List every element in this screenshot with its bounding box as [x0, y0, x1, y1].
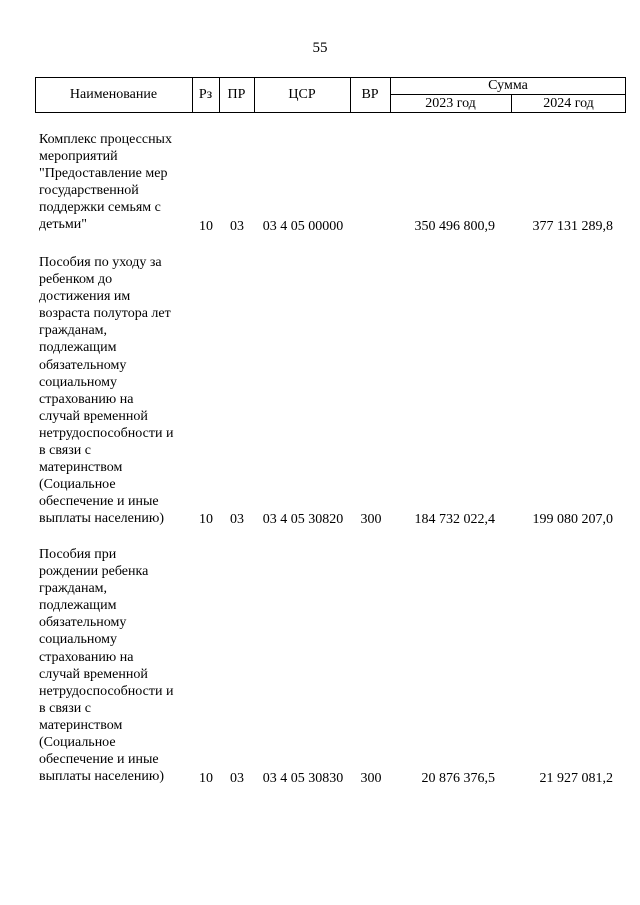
header-name: Наименование [69, 87, 158, 102]
header-csr: ЦСР [288, 87, 316, 102]
row-sum-2023: 350 496 800,9 [414, 219, 495, 234]
table-header [35, 77, 626, 113]
row-csr: 03 4 05 30830 [262, 771, 344, 786]
header-rz: Рз [198, 87, 213, 102]
row-csr: 03 4 05 00000 [262, 219, 344, 234]
row-rz: 10 [199, 219, 213, 234]
table-row [0, 131, 640, 237]
table-row [0, 546, 640, 791]
row-pr: 03 [230, 219, 244, 234]
header-vr: ВР [361, 87, 379, 102]
row-name: Комплекс процессных мероприятий "Предоставление мер государственной поддержки семьям с детьми" [39, 132, 172, 233]
row-name: Пособия по уходу за ребенком до достижения им возраста полутора лет гражданам, подлежащим обязательному социальному страхованию на случай временной нетрудоспособности и в связи с материнством (Социальное обеспечение и иные выплаты населению) [39, 255, 174, 527]
row-pr: 03 [230, 512, 244, 527]
row-pr: 03 [230, 771, 244, 786]
page-number: 55 [312, 40, 328, 56]
row-sum-2024: 199 080 207,0 [532, 512, 613, 527]
row-sum-2024: 377 131 289,8 [532, 219, 613, 234]
header-year-2023: 2023 год [425, 96, 476, 111]
row-sum-2024: 21 927 081,2 [539, 771, 613, 786]
header-year-2024: 2024 год [543, 96, 594, 111]
row-name: Пособия при рождении ребенка гражданам, подлежащим обязательному социальному страхованию на случай временной нетрудоспособности и в связи с материнством (Социальное обеспечение и иные выплаты населению) [39, 547, 174, 785]
row-sum-2023: 20 876 376,5 [421, 771, 495, 786]
row-rz: 10 [199, 512, 213, 527]
row-vr: 300 [360, 512, 382, 527]
header-pr: ПР [227, 87, 246, 102]
row-rz: 10 [199, 771, 213, 786]
header-sum: Сумма [488, 78, 528, 93]
row-sum-2023: 184 732 022,4 [414, 512, 495, 527]
table-row [0, 254, 640, 529]
row-vr: 300 [360, 771, 382, 786]
row-csr: 03 4 05 30820 [262, 512, 344, 527]
